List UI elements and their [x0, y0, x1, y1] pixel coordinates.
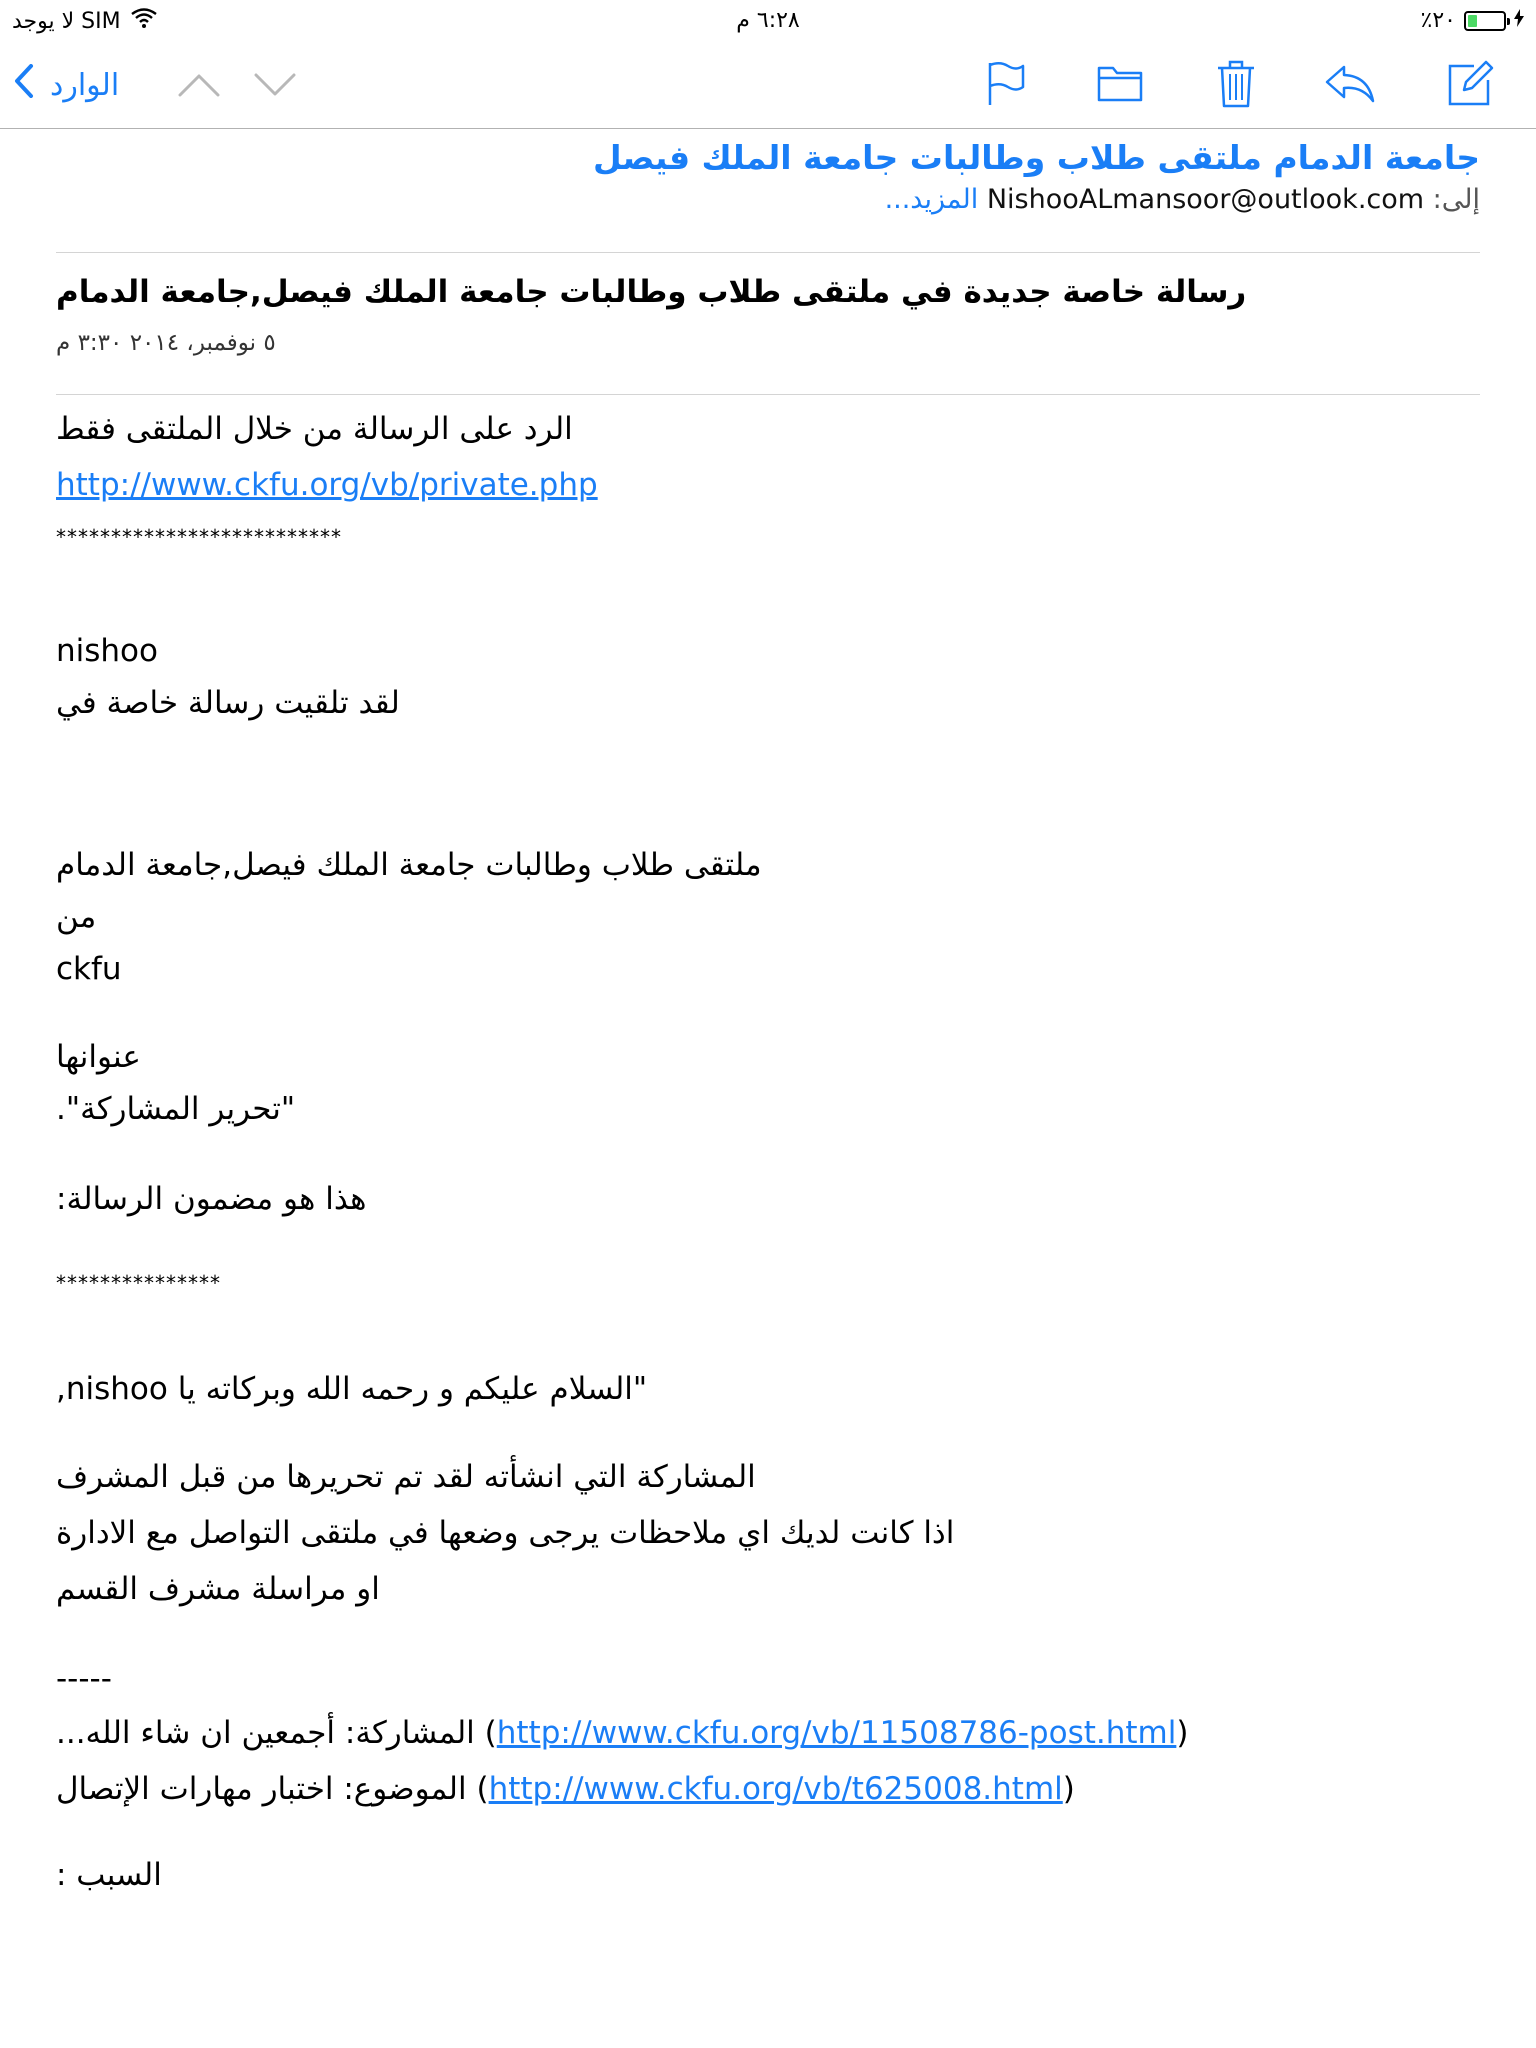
body-line: "السلام عليكم و رحمه الله وبركاته يا nishoo,	[56, 1371, 648, 1407]
sender-name[interactable]: جامعة الدمام ملتقى طلاب وطالبات جامعة الملك فيصل	[593, 138, 1480, 177]
folder-icon	[1097, 65, 1143, 103]
body-line: السبب :	[56, 1857, 162, 1893]
body-line: لقد تلقيت رسالة خاصة في	[56, 685, 400, 721]
topic-link[interactable]: http://www.ckfu.org/vb/t625008.html	[488, 1771, 1063, 1807]
body-separator: -----	[56, 1661, 112, 1697]
reply-button[interactable]	[1322, 56, 1378, 112]
body-line: ckfu	[56, 951, 122, 987]
previous-message-button[interactable]	[178, 72, 220, 102]
compose-button[interactable]	[1442, 56, 1498, 112]
post-prefix: المشاركة: أجمعين ان شاء الله...	[56, 1715, 475, 1751]
chevron-left-icon	[14, 64, 34, 106]
body-line: اذا كانت لديك اي ملاحظات يرجى وضعها في ملتقى التواصل مع الادارة	[56, 1515, 955, 1551]
status-bar	[0, 0, 1536, 46]
carrier-label: لا يوجد SIM	[12, 8, 121, 34]
battery-percent: ٪٢٠	[1420, 8, 1456, 33]
reply-icon	[1324, 64, 1376, 104]
message-date: ٥ نوفمبر، ٢٠١٤ ٣:٣٠ م	[56, 330, 276, 356]
private-messages-link[interactable]: http://www.ckfu.org/vb/private.php	[56, 467, 598, 503]
message-subject: رسالة خاصة جديدة في ملتقى طلاب وطالبات جامعة الملك فيصل,جامعة الدمام	[56, 274, 1247, 310]
subject-block	[56, 252, 1480, 395]
body-line: nishoo	[56, 633, 158, 669]
body-line: المشاركة التي انشأته لقد تم تحريرها من قبل المشرف	[56, 1459, 756, 1495]
compose-icon	[1446, 60, 1494, 108]
mail-toolbar	[0, 46, 1536, 129]
message-header	[56, 128, 1480, 253]
post-line: المشاركة: أجمعين ان شاء الله... (http://www.ckfu.org/vb/11508786-post.html)	[56, 1715, 1189, 1751]
post-link[interactable]: http://www.ckfu.org/vb/11508786-post.html	[496, 1715, 1177, 1751]
body-line: الرد على الرسالة من خلال الملتقى فقط	[56, 411, 573, 447]
topic-prefix: الموضوع: اختبار مهارات الإتصال	[56, 1771, 467, 1807]
to-label: إلى:	[1432, 184, 1480, 215]
body-line: ملتقى طلاب وطالبات جامعة الملك فيصل,جامعة الدمام	[56, 847, 762, 883]
recipient-address[interactable]: NishooALmansoor@outlook.com	[986, 184, 1425, 215]
trash-icon	[1216, 59, 1256, 109]
body-line: عنوانها	[56, 1039, 141, 1075]
body-line: من	[56, 899, 97, 935]
back-label: الوارد	[50, 67, 120, 103]
body-separator: **************************	[56, 525, 342, 549]
flag-icon	[986, 61, 1026, 107]
body-line: هذا هو مضمون الرسالة:	[56, 1181, 367, 1217]
move-to-folder-button[interactable]	[1092, 56, 1148, 112]
next-message-button[interactable]	[254, 72, 296, 102]
body-line: او مراسلة مشرف القسم	[56, 1571, 380, 1607]
more-recipients-link[interactable]: المزيد...	[884, 184, 979, 215]
flag-button[interactable]	[978, 56, 1034, 112]
back-to-inbox-button[interactable]	[14, 64, 119, 106]
body-separator: ***************	[56, 1271, 221, 1295]
clock: ٦:٢٨ م	[736, 8, 800, 33]
recipient-line	[885, 184, 1480, 215]
body-line: "تحرير المشاركة".	[56, 1091, 296, 1127]
charging-icon	[1514, 8, 1524, 33]
battery-icon	[1464, 11, 1506, 31]
trash-button[interactable]	[1208, 56, 1264, 112]
topic-line: الموضوع: اختبار مهارات الإتصال (http://www.ckfu.org/vb/t625008.html)	[56, 1771, 1075, 1807]
